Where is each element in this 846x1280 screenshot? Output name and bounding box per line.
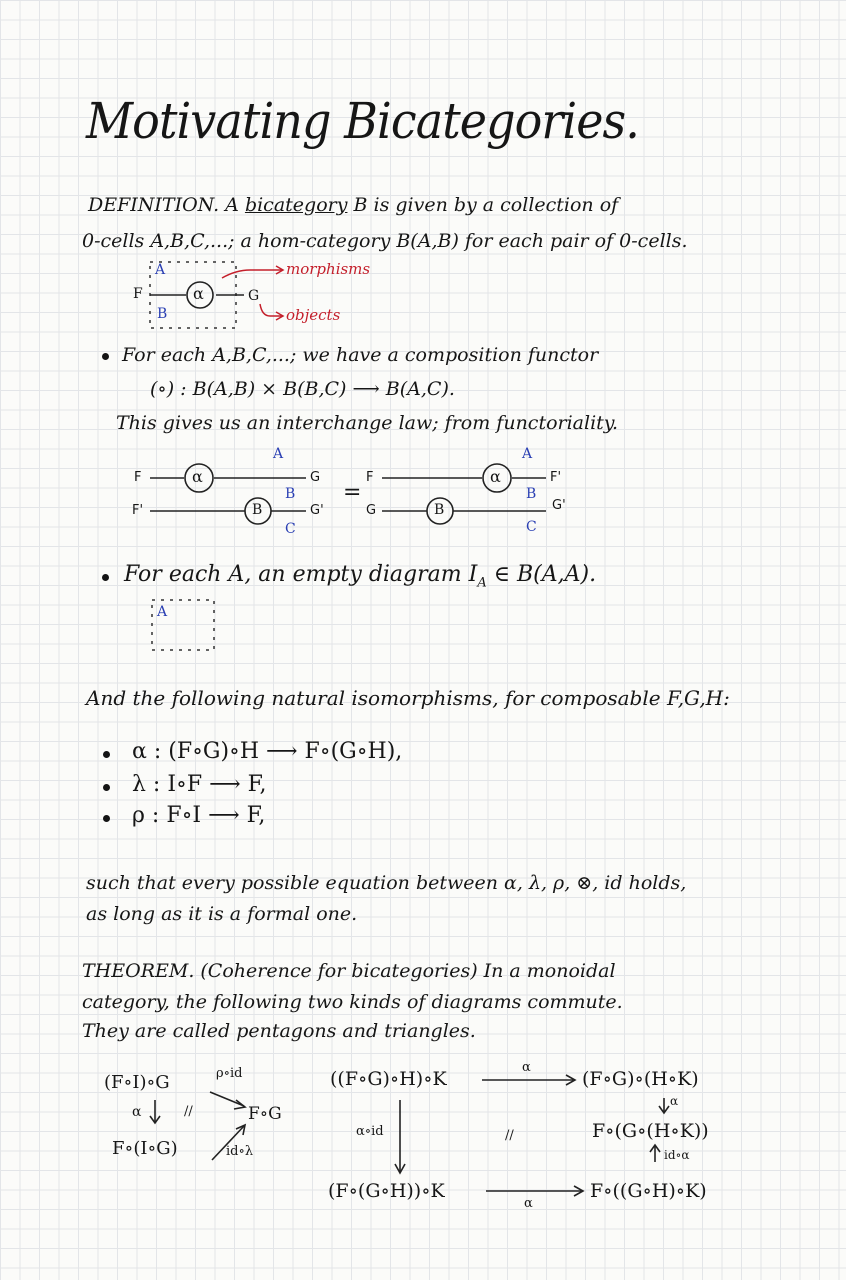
- interchange-left-A: A: [273, 446, 284, 462]
- interchange-left-G: G: [310, 470, 321, 485]
- triangle-bottom-arrow-label: id∘λ: [226, 1144, 254, 1159]
- nat-iso-alpha: α : (F∘G)∘H ⟶ F∘(G∘H),: [132, 739, 403, 764]
- identity-subscript: A: [477, 575, 487, 591]
- definition-line-2: 0-cells A,B,C,...; a hom-category B(A,B) for each pair of 0-cells.: [82, 230, 688, 252]
- nat-iso-intro: And the following natural isomorphisms, for composable F,G,H:: [86, 686, 730, 710]
- identity-box-label: A: [157, 604, 168, 620]
- triangle-top-arrow-label: ρ∘id: [216, 1066, 243, 1081]
- coherence-line-1: such that every possible equation between α, λ, ρ, ⊗, id holds,: [86, 872, 687, 894]
- interchange-right-beta: B: [434, 502, 445, 518]
- morphisms-annotation: morphisms: [286, 260, 371, 278]
- interchange-left-C: C: [285, 521, 296, 537]
- interchange-right-Gp: G': [552, 498, 566, 513]
- triangle-bottom-left: F∘(I∘G): [112, 1138, 178, 1159]
- interchange-right-A: A: [522, 446, 533, 462]
- pentagon-commutes-mark: //: [505, 1128, 514, 1143]
- pentagon-bottom-arrow-label: α: [524, 1196, 533, 1211]
- interchange-left-alpha: α: [192, 467, 203, 486]
- interchange-right-F: F: [366, 470, 374, 485]
- pentagon-top-right: (F∘G)∘(H∘K): [582, 1068, 699, 1090]
- theorem-line-3: They are called pentagons and triangles.: [82, 1020, 476, 1042]
- interchange-left-beta: B: [252, 502, 263, 518]
- theorem-line-2: category, the following two kinds of diagrams commute.: [82, 991, 623, 1013]
- hom-left-label: F: [133, 286, 143, 302]
- objects-annotation: objects: [286, 306, 341, 324]
- definition-label: DEFINITION. A: [88, 194, 239, 216]
- nat-iso-lambda: λ : I∘F ⟶ F,: [132, 772, 267, 797]
- triangle-commutes-mark: //: [184, 1104, 193, 1119]
- interchange-left-Gp: G': [310, 503, 324, 518]
- hom-node-alpha: α: [193, 284, 204, 303]
- hom-top-label: A: [155, 262, 166, 278]
- page-title: Motivating Bicategories.: [86, 92, 639, 150]
- identity-line-text: For each A, an empty diagram I: [124, 562, 478, 587]
- definition-line-1-suffix: B is given by a collection of: [353, 194, 619, 216]
- composition-line-3: This gives us an interchange law; from functoriality.: [116, 412, 619, 434]
- interchange-left-B: B: [285, 486, 296, 502]
- interchange-right-Fp: F': [550, 470, 562, 485]
- hom-right-label: G: [248, 288, 260, 304]
- interchange-right-B: B: [526, 486, 537, 502]
- hom-bottom-label: B: [157, 306, 168, 322]
- nat-iso-rho: ρ : F∘I ⟶ F,: [132, 803, 266, 828]
- pentagon-right-arrow-1-label: α: [670, 1094, 679, 1108]
- composition-line-1: For each A,B,C,...; we have a composition functor: [122, 344, 599, 366]
- pentagon-left-arrow-label: α∘id: [356, 1124, 384, 1139]
- coherence-line-2: as long as it is a formal one.: [86, 903, 358, 925]
- identity-line-suffix: ∈ B(A,A).: [486, 562, 597, 587]
- definition-term: bicategory: [244, 194, 348, 216]
- pentagon-top-left: ((F∘G)∘H)∘K: [330, 1068, 447, 1090]
- theorem-line-1: THEOREM. (Coherence for bicategories) In a monoidal: [82, 960, 616, 982]
- pentagon-right-arrow-2-label: id∘α: [664, 1148, 690, 1162]
- triangle-left-arrow-label: α: [132, 1104, 142, 1120]
- triangle-right: F∘G: [248, 1104, 282, 1124]
- interchange-left-F: F: [134, 470, 142, 485]
- pentagon-bottom-left: (F∘(G∘H))∘K: [328, 1180, 445, 1202]
- interchange-right-alpha: α: [490, 467, 501, 486]
- interchange-right-C: C: [526, 519, 537, 535]
- pentagon-middle-right: F∘(G∘(H∘K)): [592, 1120, 709, 1142]
- composition-line-2: (∘) : B(A,B) × B(B,C) ⟶ B(A,C).: [150, 378, 455, 400]
- interchange-equals: =: [343, 480, 362, 505]
- interchange-right-G: G: [366, 503, 377, 518]
- pentagon-bottom-right: F∘((G∘H)∘K): [590, 1180, 707, 1202]
- pentagon-top-arrow-label: α: [522, 1060, 531, 1075]
- triangle-top-left: (F∘I)∘G: [104, 1072, 170, 1093]
- interchange-left-Fp: F': [132, 503, 144, 518]
